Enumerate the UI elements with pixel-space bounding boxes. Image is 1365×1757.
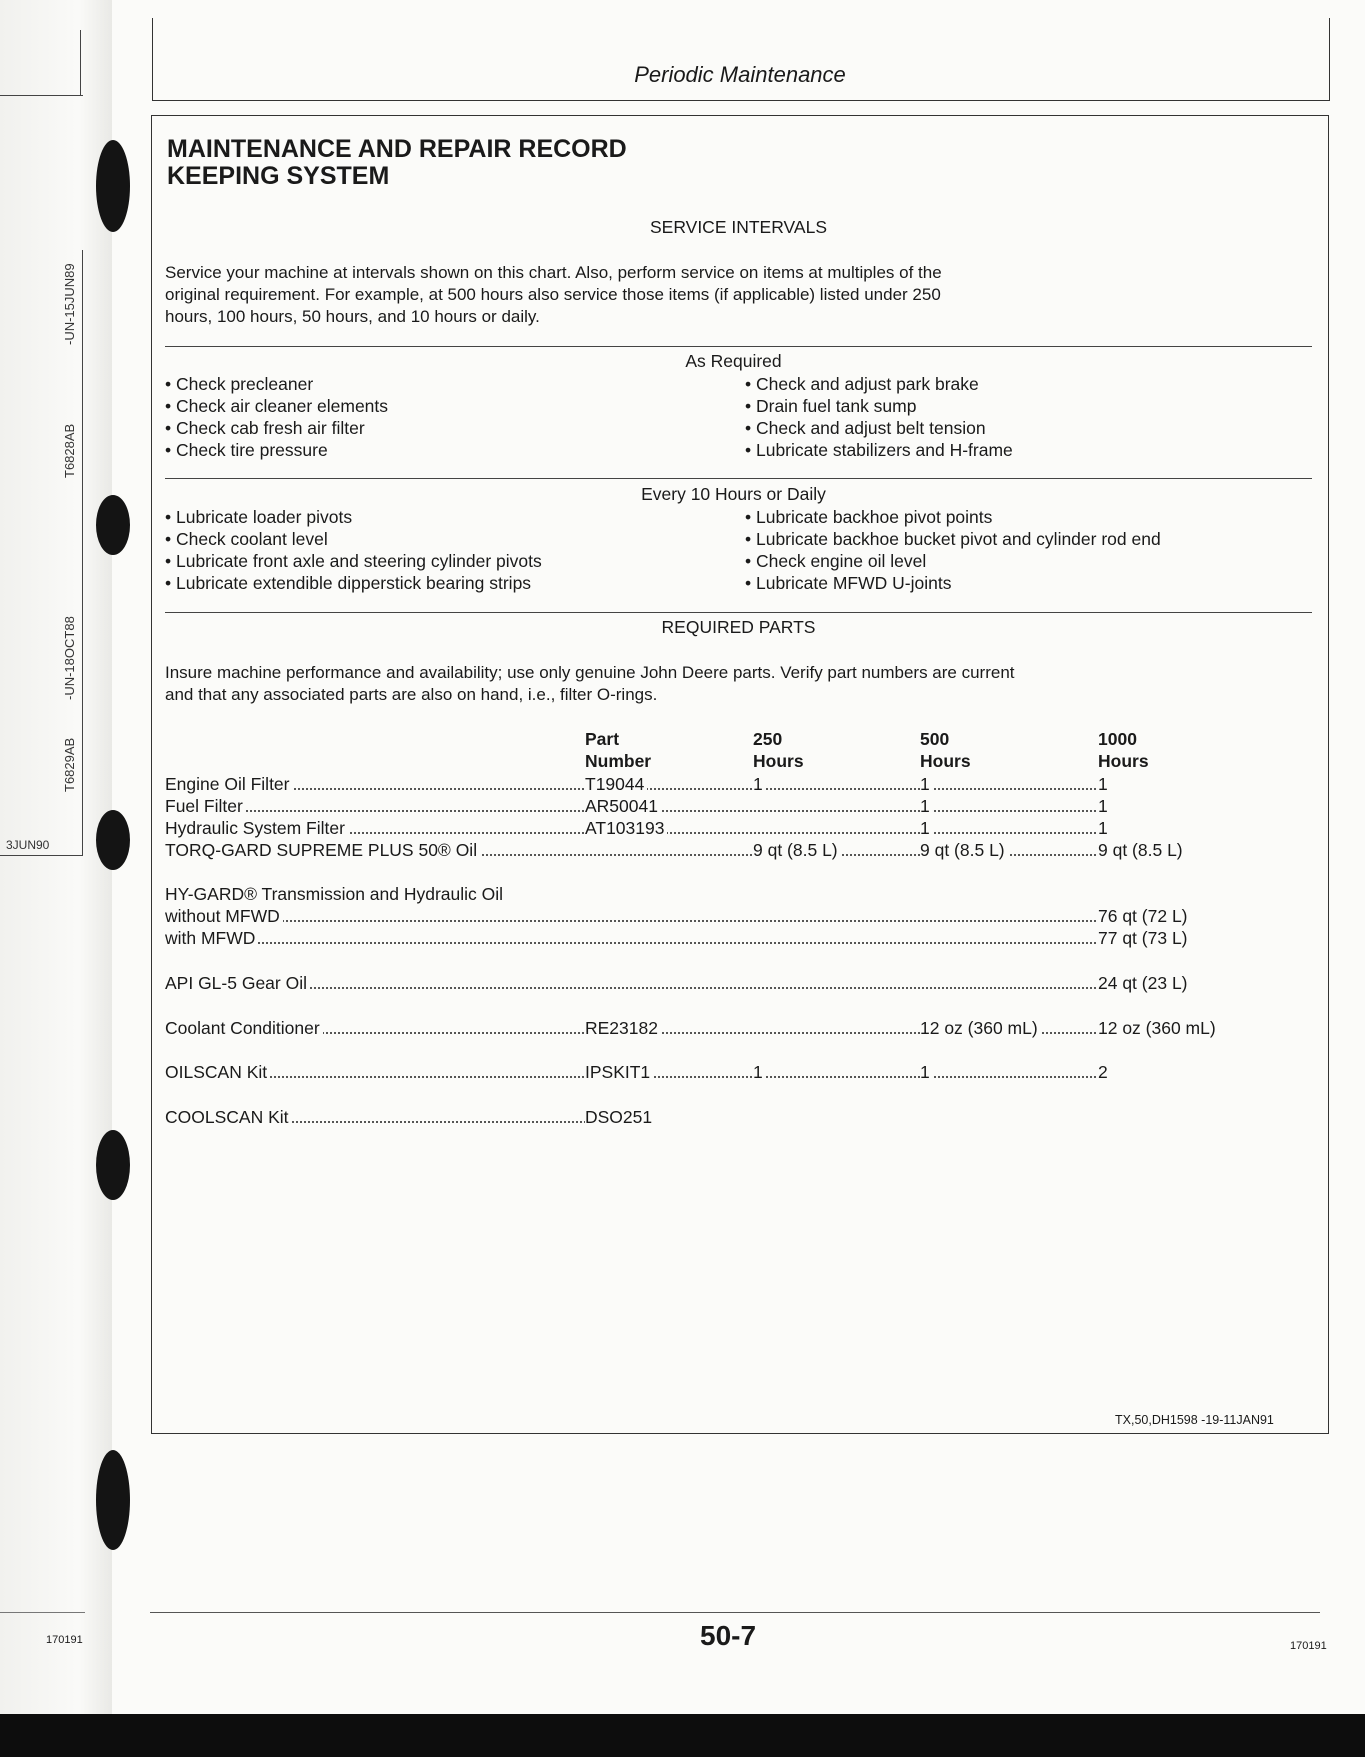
row-name: OILSCAN Kit — [165, 1061, 270, 1083]
row-name: without MFWD — [165, 905, 283, 927]
dot-leader — [165, 927, 1100, 944]
table-row — [165, 817, 1108, 839]
row-1000: 77 qt (73 L) — [1098, 927, 1191, 949]
table-row — [165, 1106, 653, 1128]
section-divider — [165, 478, 1312, 479]
row-part: RE23182 — [585, 1017, 661, 1039]
section-divider — [165, 612, 1312, 613]
row-500: 1 — [920, 773, 933, 795]
list-item: • Lubricate extendible dipperstick bearing strips — [165, 573, 532, 593]
row-part: AR50041 — [585, 795, 661, 817]
punch-hole — [96, 1130, 130, 1200]
required-parts-intro — [165, 662, 1165, 706]
table-row — [165, 1017, 1216, 1039]
as-required-heading: As Required — [685, 351, 782, 371]
margin-code-a: T6828AB — [62, 423, 77, 478]
margin-date-label: 3JUN90 — [6, 838, 50, 852]
header-line: 1000 — [1098, 729, 1137, 749]
list-item: • Check and adjust belt tension — [745, 418, 986, 438]
row-name: with MFWD — [165, 927, 258, 949]
row-name: Hydraulic System Filter — [165, 817, 348, 839]
margin-code-date-a: -UN-15JUN89 — [62, 263, 77, 345]
daily-list-right — [745, 506, 1161, 594]
row-name: TORQ-GARD SUPREME PLUS 50® Oil — [165, 839, 480, 861]
as-required-list-right — [745, 373, 1013, 461]
intro-line: Insure machine performance and availability; use only genuine John Deere parts. Verify part numbers are current — [165, 663, 1015, 682]
list-item: • Lubricate loader pivots — [165, 507, 353, 527]
punch-hole — [96, 495, 130, 555]
list-item: • Lubricate backhoe pivot points — [745, 507, 993, 527]
row-500: 9 qt (8.5 L) — [920, 839, 1008, 861]
hygard-heading — [165, 883, 1315, 905]
scan-edge — [0, 1714, 1365, 1757]
list-item: • Lubricate backhoe bucket pivot and cylinder rod end — [745, 529, 1161, 549]
margin-rule — [80, 30, 81, 95]
footer-rule — [0, 1612, 85, 1613]
row-1000: 1 — [1098, 817, 1111, 839]
row-1000: 2 — [1098, 1061, 1111, 1083]
row-250: 1 — [753, 773, 766, 795]
column-header-part — [585, 728, 651, 772]
row-name: COOLSCAN Kit — [165, 1106, 292, 1128]
margin-rule — [82, 250, 83, 855]
header-line: 250 — [753, 729, 783, 749]
row-1000: 9 qt (8.5 L) — [1098, 839, 1186, 861]
daily-heading: Every 10 Hours or Daily — [641, 484, 826, 504]
row-1000: 12 oz (360 mL) — [1098, 1017, 1219, 1039]
column-header-1000 — [1098, 728, 1149, 772]
punch-hole — [96, 140, 130, 232]
header-line: 500 — [920, 729, 950, 749]
header-line: Number — [585, 751, 652, 771]
row-1000: 1 — [1098, 795, 1111, 817]
list-item: • Check air cleaner elements — [165, 396, 389, 416]
row-250: 9 qt (8.5 L) — [753, 839, 841, 861]
footer-date-left: 170191 — [46, 1634, 83, 1646]
column-header-250 — [753, 728, 804, 772]
table-row — [165, 795, 1108, 817]
row-1000: 1 — [1098, 773, 1111, 795]
margin-rule — [0, 95, 83, 96]
table-row — [165, 927, 1188, 949]
header-line: Hours — [920, 751, 971, 771]
header-frame — [152, 18, 1330, 101]
page-number: 50-7 — [700, 1620, 757, 1651]
row-part: T19044 — [585, 773, 647, 795]
intro-line: and that any associated parts are also on hand, i.e., filter O-rings. — [165, 685, 658, 704]
row-500: 1 — [920, 1061, 933, 1083]
list-item: • Drain fuel tank sump — [745, 396, 917, 416]
list-item: • Lubricate stabilizers and H-frame — [745, 440, 1013, 460]
row-250: 1 — [753, 1061, 766, 1083]
list-item: • Check cab fresh air filter — [165, 418, 365, 438]
header-line: Hours — [753, 751, 804, 771]
footer-rule — [150, 1612, 1320, 1613]
table-row — [165, 839, 1183, 861]
page-title-line: MAINTENANCE AND REPAIR RECORD — [167, 135, 627, 163]
service-intervals-heading: SERVICE INTERVALS — [649, 217, 827, 237]
list-item: • Check coolant level — [165, 529, 328, 549]
section-title: Periodic Maintenance — [634, 62, 846, 87]
punch-hole — [96, 1450, 130, 1550]
footer-date-right: 170191 — [1290, 1640, 1327, 1652]
section-divider — [165, 346, 1312, 347]
table-row — [165, 1061, 1108, 1083]
row-part: IPSKIT1 — [585, 1061, 653, 1083]
required-parts-heading: REQUIRED PARTS — [661, 617, 816, 637]
intro-line: Service your machine at intervals shown on this chart. Also, perform service on items at multiples of the — [165, 263, 942, 282]
dot-leader — [165, 905, 1100, 922]
row-name: Coolant Conditioner — [165, 1017, 323, 1039]
list-item: • Lubricate front axle and steering cylinder pivots — [165, 551, 542, 571]
list-item: • Check precleaner — [165, 374, 314, 394]
row-part: DSO251 — [585, 1106, 655, 1128]
list-item: • Check and adjust park brake — [745, 374, 979, 394]
hygard-heading-text: HY-GARD® Transmission and Hydraulic Oil — [165, 884, 504, 904]
table-row — [165, 905, 1188, 927]
table-row — [165, 773, 1108, 795]
header-line: Part — [585, 729, 620, 749]
list-item: • Check tire pressure — [165, 440, 328, 460]
intro-line: original requirement. For example, at 500 hours also service those items (if applicable) listed under 250 — [165, 285, 941, 304]
list-item: • Check engine oil level — [745, 551, 927, 571]
margin-code-date-b: -UN-18OCT88 — [62, 616, 77, 700]
row-500: 1 — [920, 817, 933, 839]
column-header-500 — [920, 728, 971, 772]
row-name: API GL-5 Gear Oil — [165, 972, 310, 994]
row-part: AT103193 — [585, 817, 667, 839]
as-required-list-left — [165, 373, 388, 461]
row-name: Engine Oil Filter — [165, 773, 293, 795]
row-500: 1 — [920, 795, 933, 817]
header-line: Hours — [1098, 751, 1149, 771]
margin-code-b: T6829AB — [62, 737, 77, 792]
table-row — [165, 972, 1188, 994]
row-1000: 76 qt (72 L) — [1098, 905, 1191, 927]
page-title-line: KEEPING SYSTEM — [167, 162, 390, 190]
row-name: Fuel Filter — [165, 795, 246, 817]
row-1000: 24 qt (23 L) — [1098, 972, 1191, 994]
row-500: 12 oz (360 mL) — [920, 1017, 1041, 1039]
page-title — [167, 136, 967, 190]
punch-hole — [96, 810, 130, 870]
list-item: • Lubricate MFWD U-joints — [745, 573, 952, 593]
daily-list-left — [165, 506, 542, 594]
document-code: TX,50,DH1598 -19-11JAN91 — [1115, 1413, 1274, 1427]
service-intervals-intro — [165, 262, 1165, 328]
intro-line: hours, 100 hours, 50 hours, and 10 hours or daily. — [165, 307, 540, 326]
margin-rule — [0, 855, 83, 856]
